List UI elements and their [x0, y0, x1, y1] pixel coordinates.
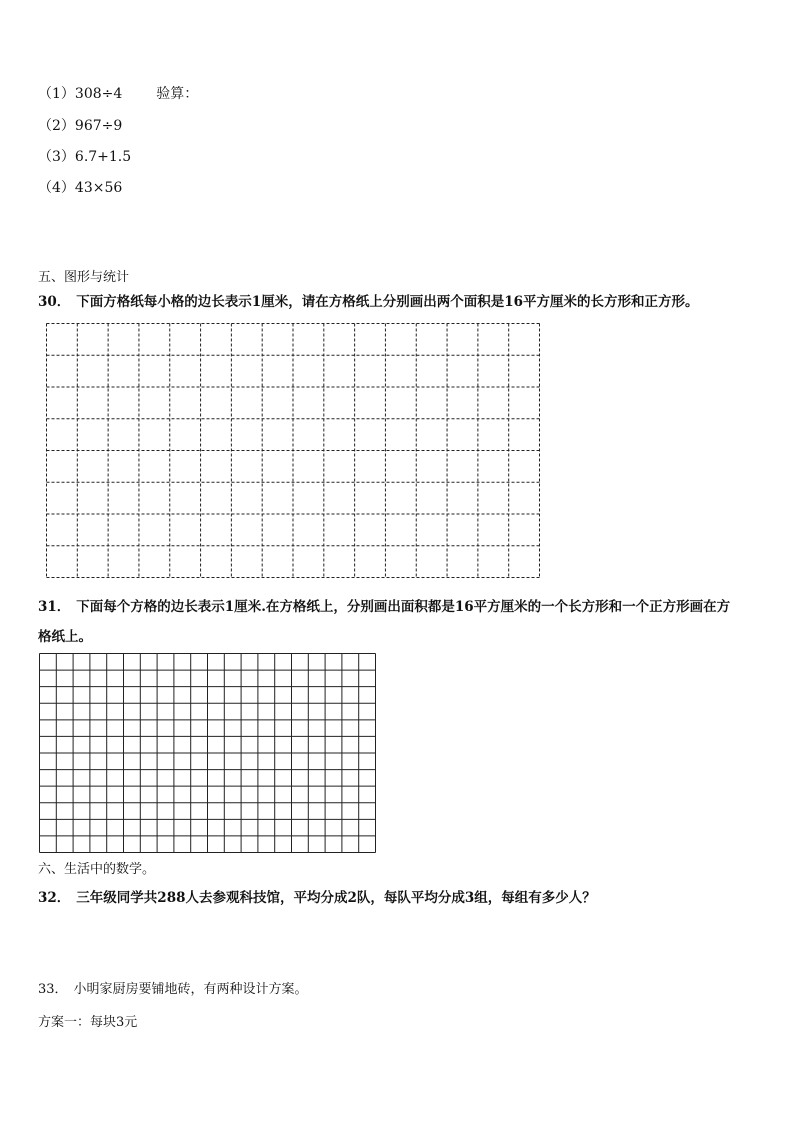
question-text: 下面方格纸每小格的边长表示1厘米，请在方格纸上分别画出两个面积是16平方厘米的长方形和正方形。 [76, 294, 699, 310]
question-text: 三年级同学共288人去参观科技馆，平均分成2队，每队平均分成3组，每组有多少人？ [76, 890, 596, 906]
calc-item-2 [38, 115, 122, 135]
section-title: 六、生活中的数学。 [38, 862, 156, 877]
plan-one: 方案一：每块3元 [38, 1015, 138, 1030]
question-33 [38, 978, 308, 997]
calc-item-label: （1）308÷4 [38, 86, 123, 102]
calc-item-label: （3）6.7+1.5 [38, 149, 132, 165]
question-text: 小明家厨房要铺地砖，有两种设计方案。 [73, 982, 308, 997]
calc-item-label: （4）43×56 [38, 180, 123, 196]
question-30 [38, 290, 698, 310]
dashed-grid-paper[interactable] [46, 323, 540, 578]
question-text: 下面每个方格的边长表示1厘米.在方格纸上，分别画出面积都是16平方厘米的一个长方形和一个正方形画在方 [76, 599, 731, 615]
check-label: 验算： [156, 86, 199, 102]
question-number: 30． [38, 294, 71, 310]
question-number: 32． [38, 890, 71, 906]
question-number: 31． [38, 599, 71, 615]
calc-item-label: （2）967÷9 [38, 118, 123, 134]
calc-item-1 [38, 83, 198, 103]
question-31 [38, 595, 730, 615]
question-31-continued: 格纸上。 [38, 629, 92, 645]
calc-item-3 [38, 146, 131, 166]
solid-grid-paper[interactable] [39, 653, 376, 853]
question-number: 33． [38, 982, 68, 997]
section-title: 五、图形与统计 [38, 270, 130, 285]
question-32 [38, 886, 596, 906]
calc-item-4 [38, 177, 122, 197]
